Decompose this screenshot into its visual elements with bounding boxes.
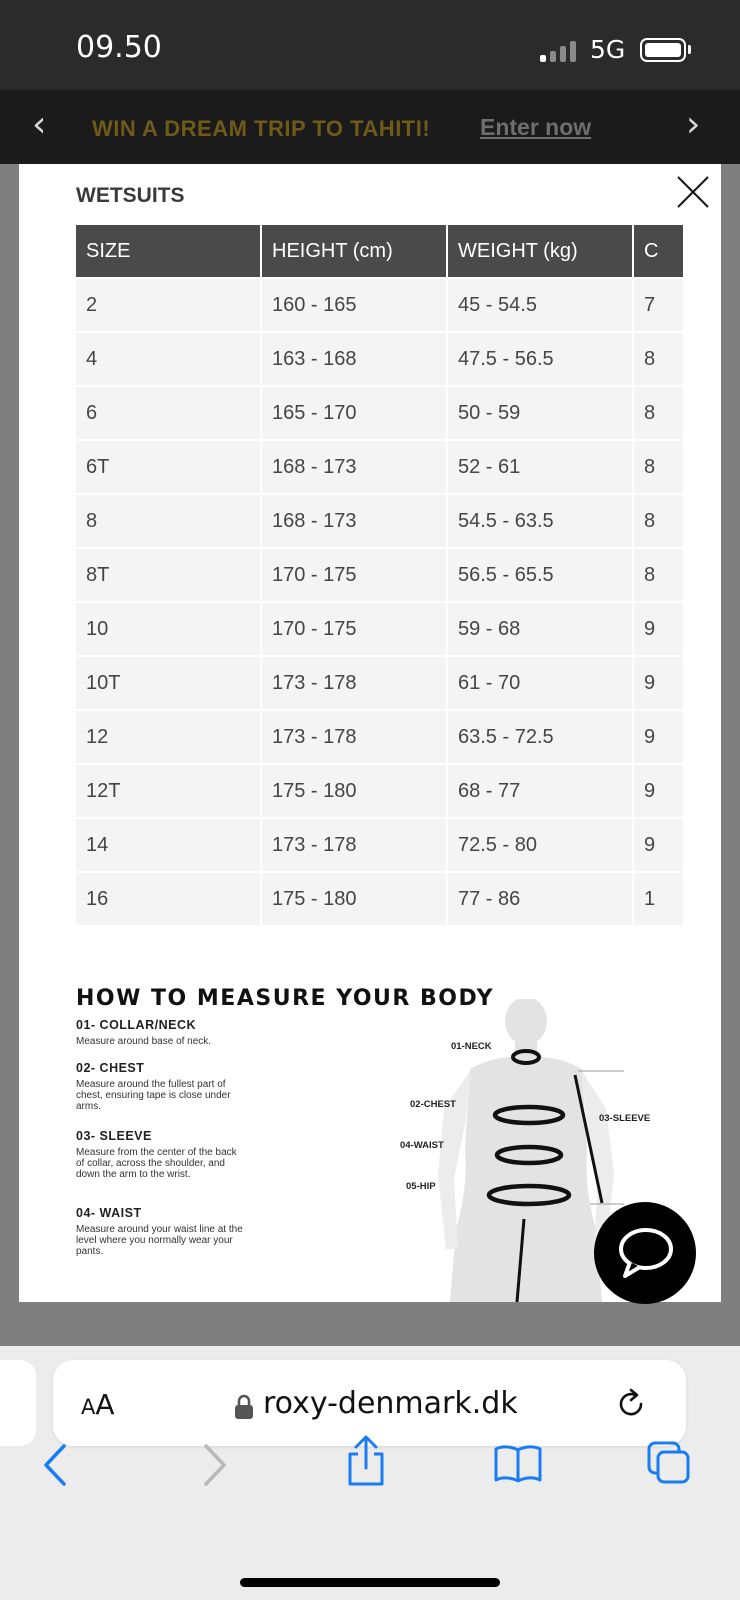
table-cell: 61 - 70 (448, 657, 632, 709)
reader-settings-button[interactable] (81, 1388, 115, 1421)
close-icon[interactable] (675, 174, 711, 210)
table-cell: 8 (634, 333, 683, 385)
table-row (76, 495, 683, 547)
table-cell: 14 (76, 819, 260, 871)
table-cell: 63.5 - 72.5 (448, 711, 632, 763)
diagram-label-chest: 02-CHEST (410, 1099, 456, 1110)
table-cell: 56.5 - 65.5 (448, 549, 632, 601)
promo-enter-link[interactable]: Enter now (480, 114, 592, 140)
table-header-cell: WEIGHT (kg) (448, 225, 632, 277)
table-cell: 163 - 168 (262, 333, 446, 385)
previous-tab-preview[interactable] (0, 1360, 36, 1446)
battery-cap (688, 45, 691, 54)
table-header-row (76, 225, 683, 277)
diagram-label-waist: 04-WAIST (400, 1140, 444, 1151)
status-bar (0, 0, 740, 90)
chat-icon (594, 1202, 696, 1304)
measure-item-desc: Measure around the fullest part of chest, ensuring tape is close under arms. (76, 1079, 231, 1112)
measure-item-neck (76, 1018, 246, 1047)
table-cell: 8 (634, 495, 683, 547)
tabs-icon[interactable] (646, 1440, 692, 1486)
size-chart-modal (19, 164, 721, 1302)
table-cell: 170 - 175 (262, 603, 446, 655)
promo-banner (0, 90, 740, 164)
table-cell: 7 (634, 279, 683, 331)
table-cell: 1 (634, 873, 683, 925)
table-cell: 47.5 - 56.5 (448, 333, 632, 385)
measure-item-head: 03- SLEEVE (76, 1129, 152, 1143)
table-cell: 9 (634, 657, 683, 709)
size-table (76, 225, 683, 931)
table-row (76, 441, 683, 493)
table-cell: 175 - 180 (262, 765, 446, 817)
promo-prev-chevron-left-icon[interactable]: ‹ (32, 104, 47, 145)
table-cell: 9 (634, 711, 683, 763)
measure-item-head: 02- CHEST (76, 1061, 145, 1075)
diagram-label-sleeve: 03-SLEEVE (599, 1113, 651, 1124)
home-indicator (240, 1578, 500, 1587)
table-cell: 8 (634, 549, 683, 601)
table-cell: 45 - 54.5 (448, 279, 632, 331)
reload-icon[interactable] (614, 1386, 648, 1420)
table-row (76, 765, 683, 817)
promo-text: WIN A DREAM TRIP TO TAHITI! (92, 116, 431, 141)
table-cell: 16 (76, 873, 260, 925)
table-row (76, 657, 683, 709)
table-cell: 12 (76, 711, 260, 763)
measure-title: HOW TO MEASURE YOUR BODY (76, 986, 495, 1011)
signal-icon (540, 40, 580, 62)
browser-chrome (0, 1346, 740, 1600)
table-cell: 6 (76, 387, 260, 439)
url-domain[interactable]: roxy-denmark.dk (263, 1386, 518, 1421)
table-cell: 2 (76, 279, 260, 331)
table-cell: 170 - 175 (262, 549, 446, 601)
table-cell: 50 - 59 (448, 387, 632, 439)
table-cell: 12T (76, 765, 260, 817)
table-cell: 9 (634, 603, 683, 655)
measure-item-waist (76, 1206, 246, 1257)
table-cell: 8 (634, 441, 683, 493)
table-cell: 52 - 61 (448, 441, 632, 493)
table-cell: 173 - 178 (262, 819, 446, 871)
modal-title: WETSUITS (76, 184, 185, 207)
status-time: 09.50 (76, 30, 162, 65)
measure-item-desc: Measure around base of neck. (76, 1036, 212, 1047)
back-chevron-left-icon[interactable] (38, 1442, 74, 1488)
measure-item-head: 04- WAIST (76, 1206, 142, 1220)
table-row (76, 603, 683, 655)
table-row (76, 549, 683, 601)
table-cell: 59 - 68 (448, 603, 632, 655)
measure-item-desc: Measure from the center of the back of collar, across the shoulder, and down the arm to the wrist. (76, 1147, 237, 1180)
bookmarks-book-icon[interactable] (493, 1444, 543, 1484)
table-header-cell: HEIGHT (cm) (262, 225, 446, 277)
table-cell: 72.5 - 80 (448, 819, 632, 871)
table-header-cell: SIZE (76, 225, 260, 277)
table-cell: 54.5 - 63.5 (448, 495, 632, 547)
table-cell: 8 (76, 495, 260, 547)
measure-item-head: 01- COLLAR/NECK (76, 1018, 197, 1032)
table-row (76, 711, 683, 763)
diagram-label-neck: 01-NECK (451, 1041, 492, 1052)
table-row (76, 279, 683, 331)
chat-button[interactable] (594, 1202, 696, 1304)
forward-chevron-right-icon[interactable] (196, 1442, 232, 1488)
table-cell: 9 (634, 819, 683, 871)
measure-item-chest (76, 1061, 246, 1112)
table-cell: 10T (76, 657, 260, 709)
table-cell: 9 (634, 765, 683, 817)
battery-icon (640, 38, 686, 62)
lock-icon (234, 1394, 254, 1420)
table-header-cell: C (634, 225, 683, 277)
table-cell: 10 (76, 603, 260, 655)
aa-big: A (95, 1388, 115, 1421)
table-cell: 165 - 170 (262, 387, 446, 439)
table-row (76, 873, 683, 925)
diagram-label-hip: 05-HIP (406, 1181, 436, 1192)
table-cell: 168 - 173 (262, 441, 446, 493)
table-cell: 6T (76, 441, 260, 493)
share-icon[interactable] (344, 1434, 388, 1488)
table-cell: 173 - 178 (262, 711, 446, 763)
network-type: 5G (590, 35, 626, 64)
table-cell: 173 - 178 (262, 657, 446, 709)
table-cell: 160 - 165 (262, 279, 446, 331)
table-cell: 8 (634, 387, 683, 439)
measure-item-sleeve (76, 1129, 246, 1180)
table-row (76, 333, 683, 385)
table-cell: 4 (76, 333, 260, 385)
measure-item-desc: Measure around your waist line at the level where you normally wear your pants. (76, 1224, 243, 1257)
table-row (76, 387, 683, 439)
table-cell: 168 - 173 (262, 495, 446, 547)
table-cell: 8T (76, 549, 260, 601)
aa-small: A (81, 1395, 96, 1419)
table-cell: 68 - 77 (448, 765, 632, 817)
table-row (76, 819, 683, 871)
promo-next-chevron-right-icon[interactable]: › (686, 104, 701, 145)
table-cell: 175 - 180 (262, 873, 446, 925)
table-cell: 77 - 86 (448, 873, 632, 925)
